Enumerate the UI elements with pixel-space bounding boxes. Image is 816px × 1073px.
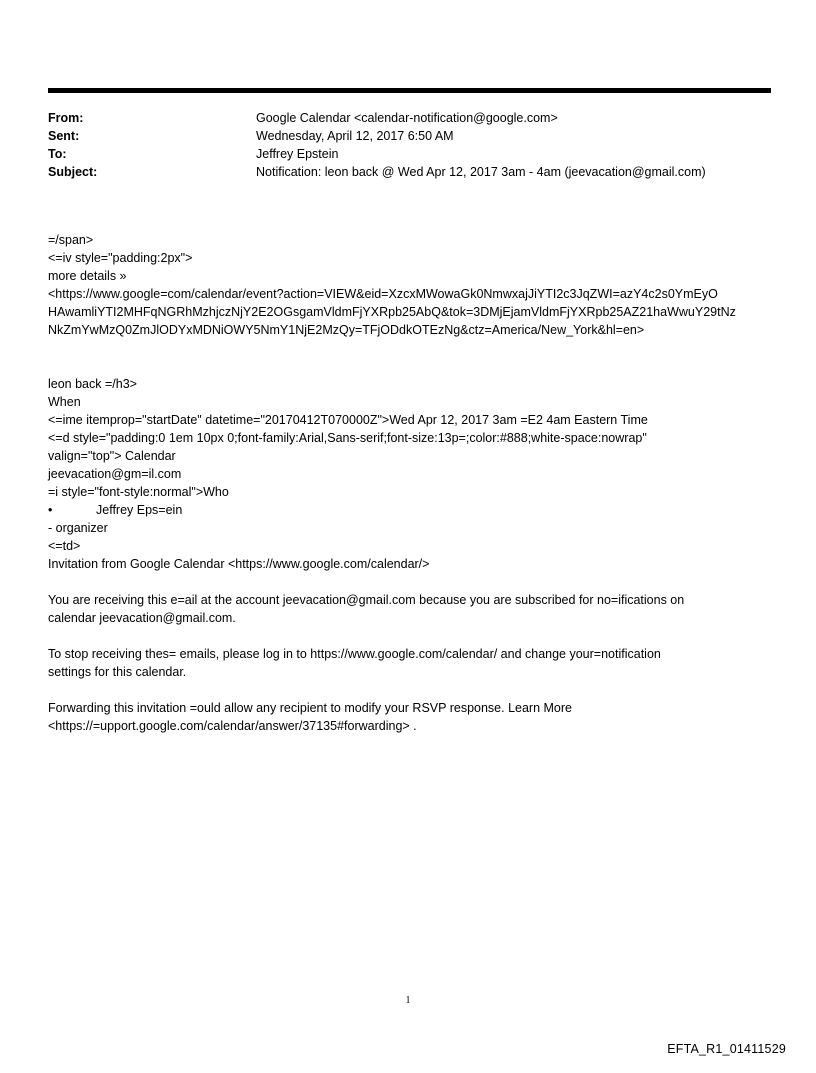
page-number: 1 bbox=[405, 995, 411, 1006]
body-line: =/span> bbox=[48, 233, 94, 247]
event-url-line: <https://www.google=com/calendar/event?action=VIEW&eid=XzcxMWowaGk0NmwxajJiYTI2c3JqZWI=azY4c2s0YmEyO bbox=[48, 287, 718, 301]
subject-row bbox=[48, 163, 788, 181]
body-line: <=d style="padding:0 1em 10px 0;font-family:Arial,Sans-serif;font-size:13p=;color:#888;white-space:nowrap" bbox=[48, 431, 647, 445]
to-value: Jeffrey Epstein bbox=[256, 147, 339, 161]
event-url-line: NkZmYwMzQ0ZmJlODYxMDNiOWY5NmY1NjE2MzQy=TFjODdkOTEzNg&ctz=America/New_York&hl=en> bbox=[48, 323, 645, 337]
unsubscribe-paragraph: settings for this calendar. bbox=[48, 665, 187, 679]
forwarding-link[interactable]: <https://=upport.google.com/calendar/answer/37135#forwarding> . bbox=[48, 719, 417, 733]
calendar-email: jeevacation@gm=il.com bbox=[48, 467, 182, 481]
email-header bbox=[48, 109, 788, 181]
event-time: <=ime itemprop="startDate" datetime="20170412T070000Z">Wed Apr 12, 2017 3am =E2 4am Eastern Time bbox=[48, 413, 648, 427]
from-label: From: bbox=[48, 111, 84, 125]
subject-label: Subject: bbox=[48, 165, 98, 179]
calendar-label: valign="top"> Calendar bbox=[48, 449, 176, 463]
bates-number: EFTA_R1_01411529 bbox=[667, 1042, 786, 1056]
header-rule bbox=[48, 88, 771, 93]
subject-value: Notification: leon back @ Wed Apr 12, 2017 3am - 4am (jeevacation@gmail.com) bbox=[256, 165, 706, 179]
sent-value: Wednesday, April 12, 2017 6:50 AM bbox=[256, 129, 454, 143]
notice-paragraph: You are receiving this e=ail at the account jeevacation@gmail.com because you are subscribed for no=ifications on bbox=[48, 593, 685, 607]
attendee-item bbox=[48, 501, 778, 519]
more-details-link[interactable]: more details » bbox=[48, 269, 127, 283]
attendee-name: Jeffrey Eps=ein bbox=[96, 503, 183, 517]
email-body bbox=[48, 231, 778, 735]
to-row bbox=[48, 145, 788, 163]
sent-label: Sent: bbox=[48, 129, 80, 143]
unsubscribe-paragraph: To stop receiving thes= emails, please log in to https://www.google.com/calendar/ and change your=notification bbox=[48, 647, 661, 661]
to-label: To: bbox=[48, 147, 67, 161]
when-label: When bbox=[48, 395, 81, 409]
sent-row bbox=[48, 127, 788, 145]
from-row bbox=[48, 109, 788, 127]
bullet-icon: • bbox=[48, 503, 53, 517]
forwarding-paragraph: Forwarding this invitation =ould allow any recipient to modify your RSVP response. Learn More bbox=[48, 701, 572, 715]
event-title: leon back =/h3> bbox=[48, 377, 137, 391]
notice-paragraph: calendar jeevacation@gmail.com. bbox=[48, 611, 236, 625]
who-label: =i style="font-style:normal">Who bbox=[48, 485, 229, 499]
attendee-role: - organizer bbox=[48, 521, 108, 535]
body-line: <=td> bbox=[48, 539, 81, 553]
from-value: Google Calendar <calendar-notification@google.com> bbox=[256, 111, 558, 125]
body-line: <=iv style="padding:2px"> bbox=[48, 251, 193, 265]
invitation-line: Invitation from Google Calendar <https://www.google.com/calendar/> bbox=[48, 557, 430, 571]
event-url-line: HAwamliYTI2MHFqNGRhMzhjczNjY2E2OGsgamVldmFjYXRpb25AbQ&tok=3DMjEjamVldmFjYXRpb25AZ21haWwuY29tNz bbox=[48, 305, 736, 319]
